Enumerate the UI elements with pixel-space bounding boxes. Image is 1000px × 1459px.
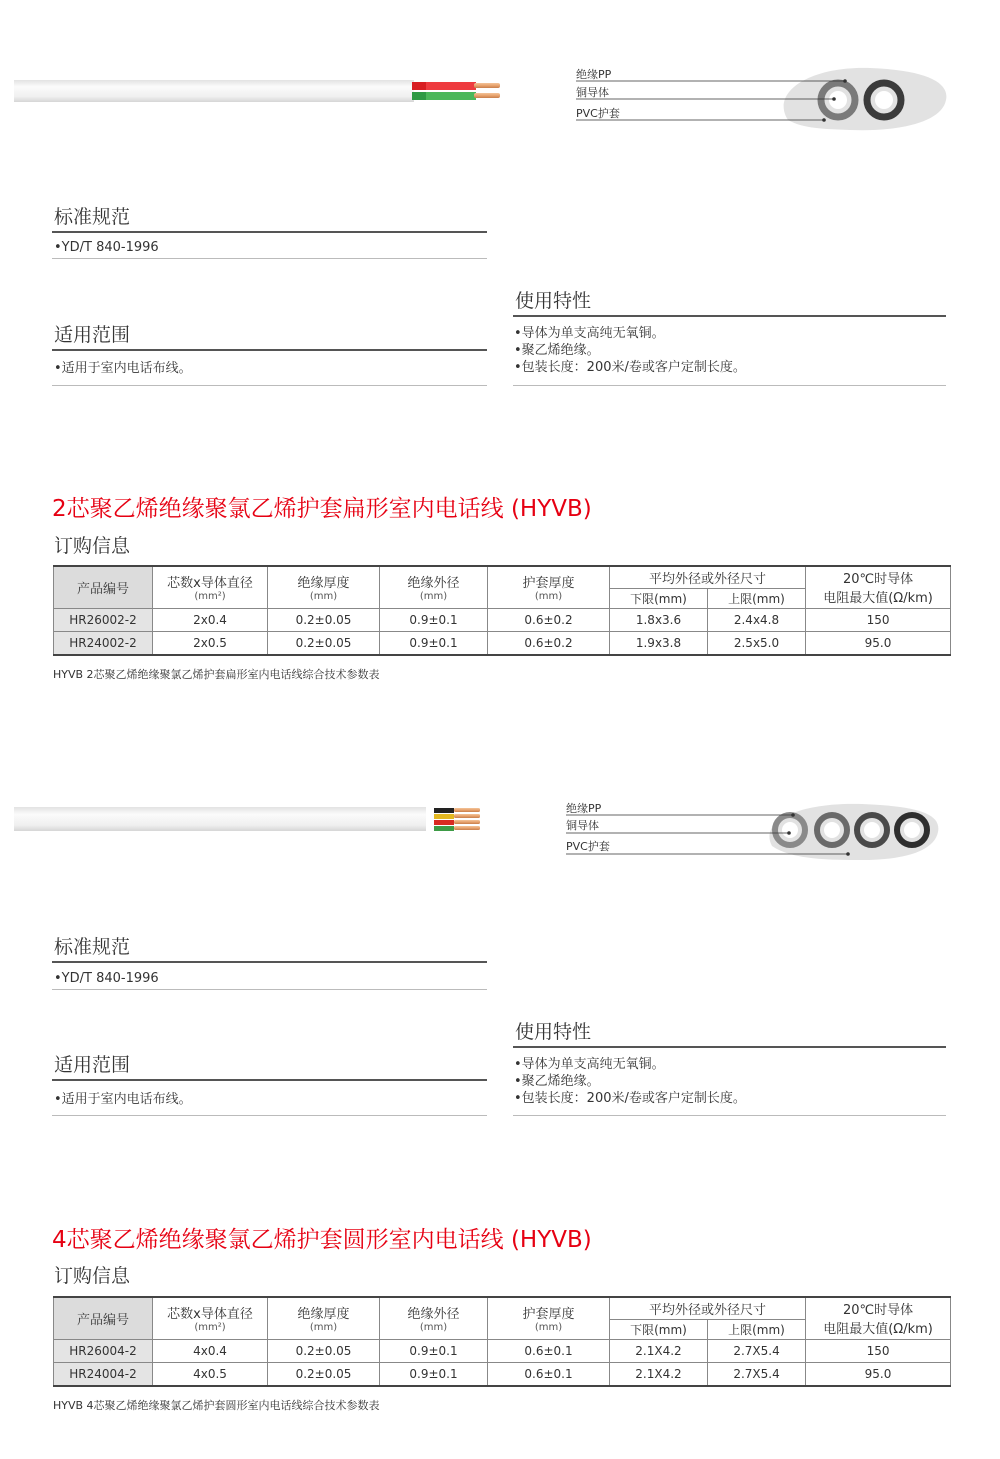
table-row: [54, 1362, 951, 1386]
cell: 4x0.5: [153, 1362, 268, 1386]
divider: [52, 961, 487, 963]
cell: 2.7X5.4: [708, 1339, 806, 1362]
cell: 1.8x3.6: [610, 608, 708, 631]
features-item: •聚乙烯绝缘。: [514, 1074, 600, 1089]
scope-list: [54, 360, 192, 377]
cell: 0.6±0.2: [488, 631, 610, 655]
divider: [52, 258, 487, 259]
diagram-label-conductor: 铜导体: [576, 86, 609, 99]
cell: 0.6±0.1: [488, 1339, 610, 1362]
standard-heading: 标准规范: [54, 206, 131, 228]
header-product-code: 产品编号: [54, 566, 153, 608]
cell-product-code: HR26004-2: [54, 1339, 153, 1362]
scope-heading: 适用范围: [54, 1054, 131, 1076]
features-heading: 使用特性: [515, 1021, 592, 1043]
header-outer-diameter: 平均外径或外径尺寸: [610, 1297, 806, 1319]
cell: 150: [806, 1339, 951, 1362]
divider: [513, 385, 946, 386]
header-outer-max: 上限(mm): [708, 588, 806, 608]
diagram-label-sheath: PVC护套: [566, 840, 610, 853]
cell: 2.1X4.2: [610, 1339, 708, 1362]
features-heading: 使用特性: [515, 290, 592, 312]
cell: 0.6±0.2: [488, 608, 610, 631]
standard-heading: 标准规范: [54, 936, 131, 958]
header-sheath-thickness: 护套厚度 (mm): [488, 1297, 610, 1339]
cross-section-drawing: [562, 796, 952, 876]
table-row: [54, 631, 951, 655]
cell: 2.5x5.0: [708, 631, 806, 655]
diagram-label-insulation: 绝缘PP: [576, 68, 612, 81]
diagram-label-sheath: PVC护套: [576, 107, 620, 120]
table-row: [54, 1339, 951, 1362]
cable-image-4core: [14, 805, 514, 835]
standard-list: [54, 970, 159, 987]
features-item: •聚乙烯绝缘。: [514, 343, 600, 358]
cell: 4x0.4: [153, 1339, 268, 1362]
scope-item: •适用于室内电话布线。: [54, 361, 192, 376]
features-item: •导体为单支高纯无氧铜。: [514, 1057, 665, 1072]
cell-product-code: HR26002-2: [54, 608, 153, 631]
divider: [52, 1079, 487, 1081]
cell: 150: [806, 608, 951, 631]
cross-section-diagram-2core: [570, 62, 960, 142]
header-insulation-od: 绝缘外径 (mm): [380, 566, 488, 608]
cell: 95.0: [806, 631, 951, 655]
diagram-label-insulation: 绝缘PP: [566, 802, 602, 815]
cell: 95.0: [806, 1362, 951, 1386]
scope-heading: 适用范围: [54, 324, 131, 346]
cell: 0.9±0.1: [380, 631, 488, 655]
cell-product-code: HR24002-2: [54, 631, 153, 655]
header-insulation-thickness: 绝缘厚度 (mm): [268, 566, 380, 608]
features-list: [514, 1056, 746, 1107]
divider: [52, 231, 487, 233]
cell: 0.9±0.1: [380, 1362, 488, 1386]
cell: 0.6±0.1: [488, 1362, 610, 1386]
header-outer-min: 下限(mm): [610, 588, 708, 608]
standard-list: [54, 239, 159, 256]
cell-product-code: HR24004-2: [54, 1362, 153, 1386]
table-caption: HYVB 2芯聚乙烯绝缘聚氯乙烯护套扁形室内电话线综合技术参数表: [53, 668, 380, 681]
cell: 2.4x4.8: [708, 608, 806, 631]
spec-table-2core: [53, 565, 951, 656]
cross-section-diagram-4core: [562, 796, 952, 876]
cell: 1.9x3.8: [610, 631, 708, 655]
header-outer-max: 上限(mm): [708, 1319, 806, 1339]
divider: [52, 385, 487, 386]
divider: [513, 1115, 946, 1116]
features-item: •包装长度：200米/卷或客户定制长度。: [514, 360, 746, 375]
features-item: •导体为单支高纯无氧铜。: [514, 326, 665, 341]
features-list: [514, 325, 746, 376]
features-item: •包装长度：200米/卷或客户定制长度。: [514, 1091, 746, 1106]
order-info-heading: 订购信息: [54, 535, 131, 557]
product-title: 4芯聚乙烯绝缘聚氯乙烯护套圆形室内电话线 (HYVB): [52, 1227, 592, 1253]
standard-item: •YD/T 840-1996: [54, 971, 159, 986]
cell: 0.2±0.05: [268, 631, 380, 655]
divider: [513, 1046, 946, 1048]
header-outer-min: 下限(mm): [610, 1319, 708, 1339]
header-outer-diameter: 平均外径或外径尺寸: [610, 566, 806, 588]
cell: 2x0.5: [153, 631, 268, 655]
header-sheath-thickness: 护套厚度 (mm): [488, 566, 610, 608]
divider: [52, 989, 487, 990]
divider: [513, 315, 946, 317]
cell: 0.9±0.1: [380, 608, 488, 631]
cable-image-2core: [14, 76, 514, 108]
cell: 2.7X5.4: [708, 1362, 806, 1386]
table-row: [54, 608, 951, 631]
divider: [52, 1115, 487, 1116]
scope-item: •适用于室内电话布线。: [54, 1092, 192, 1107]
header-insulation-thickness: 绝缘厚度 (mm): [268, 1297, 380, 1339]
header-cores: 芯数x导体直径 (mm²): [153, 1297, 268, 1339]
table-caption: HYVB 4芯聚乙烯绝缘聚氯乙烯护套圆形室内电话线综合技术参数表: [53, 1399, 380, 1412]
standard-item: •YD/T 840-1996: [54, 240, 159, 255]
cell: 0.2±0.05: [268, 608, 380, 631]
product-title: 2芯聚乙烯绝缘聚氯乙烯护套扁形室内电话线 (HYVB): [52, 496, 592, 522]
cell: 2x0.4: [153, 608, 268, 631]
header-cores: 芯数x导体直径 (mm²): [153, 566, 268, 608]
cell: 0.2±0.05: [268, 1339, 380, 1362]
cell: 2.1X4.2: [610, 1362, 708, 1386]
header-resistance: 20℃时导体 电阻最大值(Ω/km): [806, 566, 951, 608]
header-product-code: 产品编号: [54, 1297, 153, 1339]
spec-table-4core: [53, 1296, 951, 1387]
order-info-heading: 订购信息: [54, 1265, 131, 1287]
scope-list: [54, 1091, 192, 1108]
cross-section-drawing: [570, 62, 960, 142]
divider: [52, 349, 487, 351]
cell: 0.9±0.1: [380, 1339, 488, 1362]
diagram-label-conductor: 铜导体: [566, 819, 599, 832]
cell: 0.2±0.05: [268, 1362, 380, 1386]
header-insulation-od: 绝缘外径 (mm): [380, 1297, 488, 1339]
header-resistance: 20℃时导体 电阻最大值(Ω/km): [806, 1297, 951, 1339]
